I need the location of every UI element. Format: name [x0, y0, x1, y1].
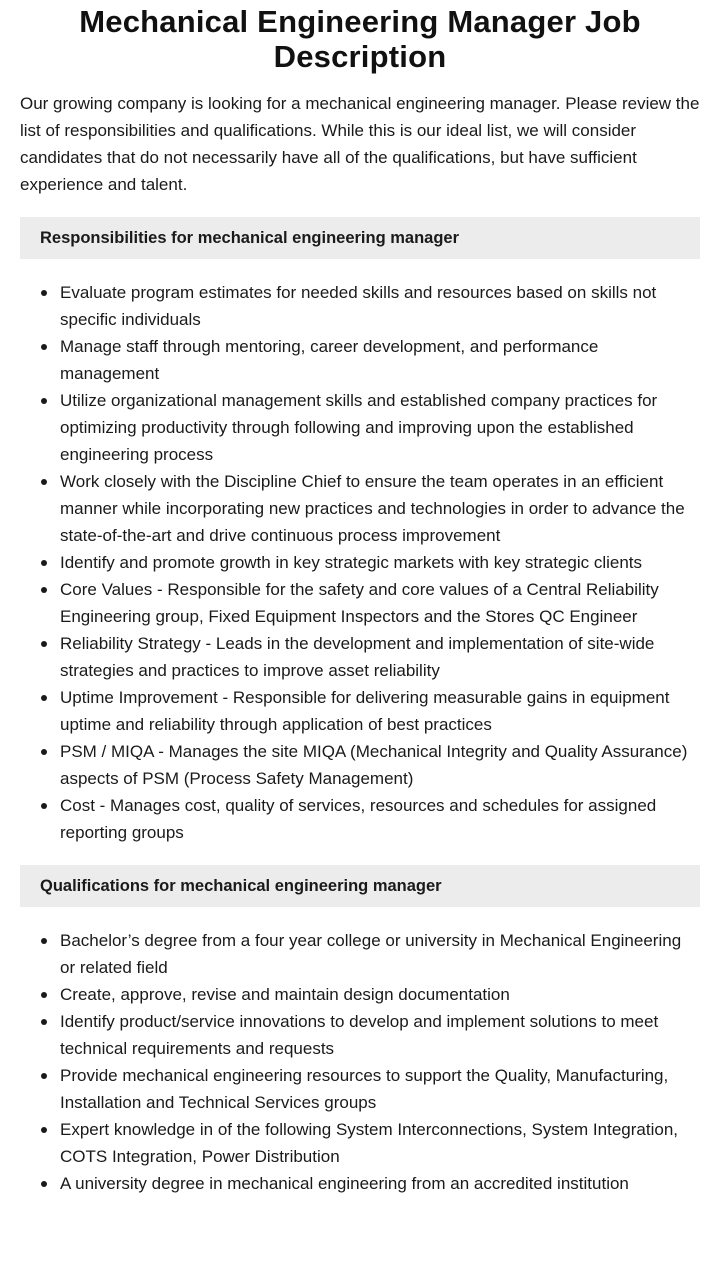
qualification-item: Create, approve, revise and maintain design documentation [20, 981, 700, 1008]
qualifications-list [20, 927, 700, 1197]
qualification-item: Bachelor’s degree from a four year college or university in Mechanical Engineering or related field [20, 927, 700, 981]
responsibility-item: Work closely with the Discipline Chief to ensure the team operates in an efficient manner while incorporating new practices and technologies in order to advance the state-of-the-art and drive continuous process improvement [20, 468, 700, 549]
responsibility-item: Core Values - Responsible for the safety and core values of a Central Reliability Engineering group, Fixed Equipment Inspectors and the Stores QC Engineer [20, 576, 700, 630]
responsibilities-heading: Responsibilities for mechanical engineering manager [20, 217, 700, 259]
responsibility-item: Evaluate program estimates for needed skills and resources based on skills not specific individuals [20, 279, 700, 333]
responsibility-item: Identify and promote growth in key strategic markets with key strategic clients [20, 549, 700, 576]
responsibility-item: Utilize organizational management skills and established company practices for optimizing productivity through following and improving upon the established engineering process [20, 387, 700, 468]
page-title: Mechanical Engineering Manager Job Description [79, 4, 641, 74]
responsibility-item: Manage staff through mentoring, career development, and performance management [20, 333, 700, 387]
qualification-item: Provide mechanical engineering resources to support the Quality, Manufacturing, Installation and Technical Services groups [20, 1062, 700, 1116]
responsibilities-list [20, 279, 700, 846]
responsibility-item: Uptime Improvement - Responsible for delivering measurable gains in equipment uptime and reliability through application of best practices [20, 684, 700, 738]
qualification-item: A university degree in mechanical engineering from an accredited institution [20, 1170, 700, 1197]
qualification-item: Expert knowledge in of the following System Interconnections, System Integration, COTS Integration, Power Distribution [20, 1116, 700, 1170]
responsibility-item: Reliability Strategy - Leads in the development and implementation of site-wide strategies and practices to improve asset reliability [20, 630, 700, 684]
qualifications-heading: Qualifications for mechanical engineering manager [20, 865, 700, 907]
responsibility-item: PSM / MIQA - Manages the site MIQA (Mechanical Integrity and Quality Assurance) aspects of PSM (Process Safety Management) [20, 738, 700, 792]
responsibility-item: Cost - Manages cost, quality of services, resources and schedules for assigned reporting groups [20, 792, 700, 846]
qualification-item: Identify product/service innovations to develop and implement solutions to meet technical requirements and requests [20, 1008, 700, 1062]
intro-paragraph: Our growing company is looking for a mechanical engineering manager. Please review the list of responsibilities and qualifications. While this is our ideal list, we will consider candidates that do not necessarily have all of the qualifications, but have sufficient experience and talent. [20, 94, 700, 194]
